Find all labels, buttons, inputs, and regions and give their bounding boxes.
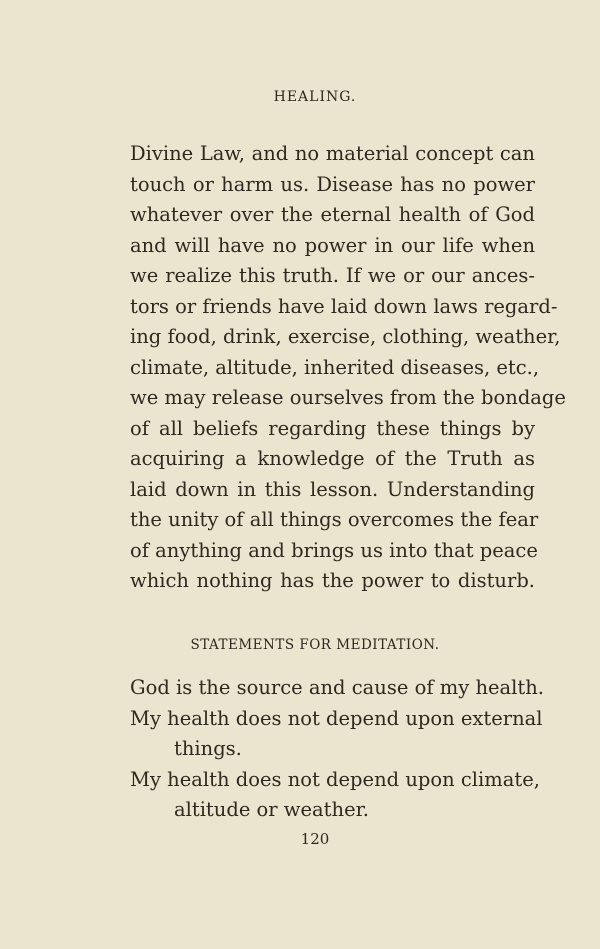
section-heading: STATEMENTS FOR MEDITATION.	[190, 637, 440, 653]
statement-line: My health does not depend upon climate,	[130, 767, 540, 791]
text-line: laid down in this lesson. Understanding	[130, 477, 535, 501]
text-line: and will have no power in our life when	[130, 233, 535, 257]
text-line: climate, altitude, inherited diseases, etc.,	[130, 355, 540, 379]
text-line: of all beliefs regarding these things by	[130, 416, 535, 440]
statement-continuation: things.	[174, 737, 242, 760]
statement-continuation: altitude or weather.	[174, 798, 369, 821]
text-line: tors or friends have laid down laws regard-	[130, 294, 558, 318]
text-line: the unity of all things overcomes the fear	[130, 508, 539, 531]
text-line: whatever over the eternal health of God	[130, 203, 535, 226]
text-line: we may release ourselves from the bondage	[130, 386, 566, 409]
running-header: HEALING.	[273, 89, 357, 105]
text-line: ing food, drink, exercise, clothing, weather,	[130, 325, 561, 348]
statement-line: God is the source and cause of my health.	[130, 676, 544, 699]
page-number: 120	[300, 830, 330, 848]
text-line: Divine Law, and no material concept can	[130, 142, 535, 165]
body-paragraph	[130, 139, 566, 597]
text-line: which nothing has the power to disturb.	[130, 569, 535, 592]
text-line: we realize this truth. If we or our ances-	[130, 264, 535, 287]
text-line: touch or harm us. Disease has no power	[130, 172, 535, 196]
text-line: of anything and brings us into that peace	[130, 538, 538, 562]
text-line: acquiring a knowledge of the Truth as	[130, 447, 535, 470]
meditation-statements	[130, 673, 544, 826]
statement-line: My health does not depend upon external	[130, 706, 543, 730]
